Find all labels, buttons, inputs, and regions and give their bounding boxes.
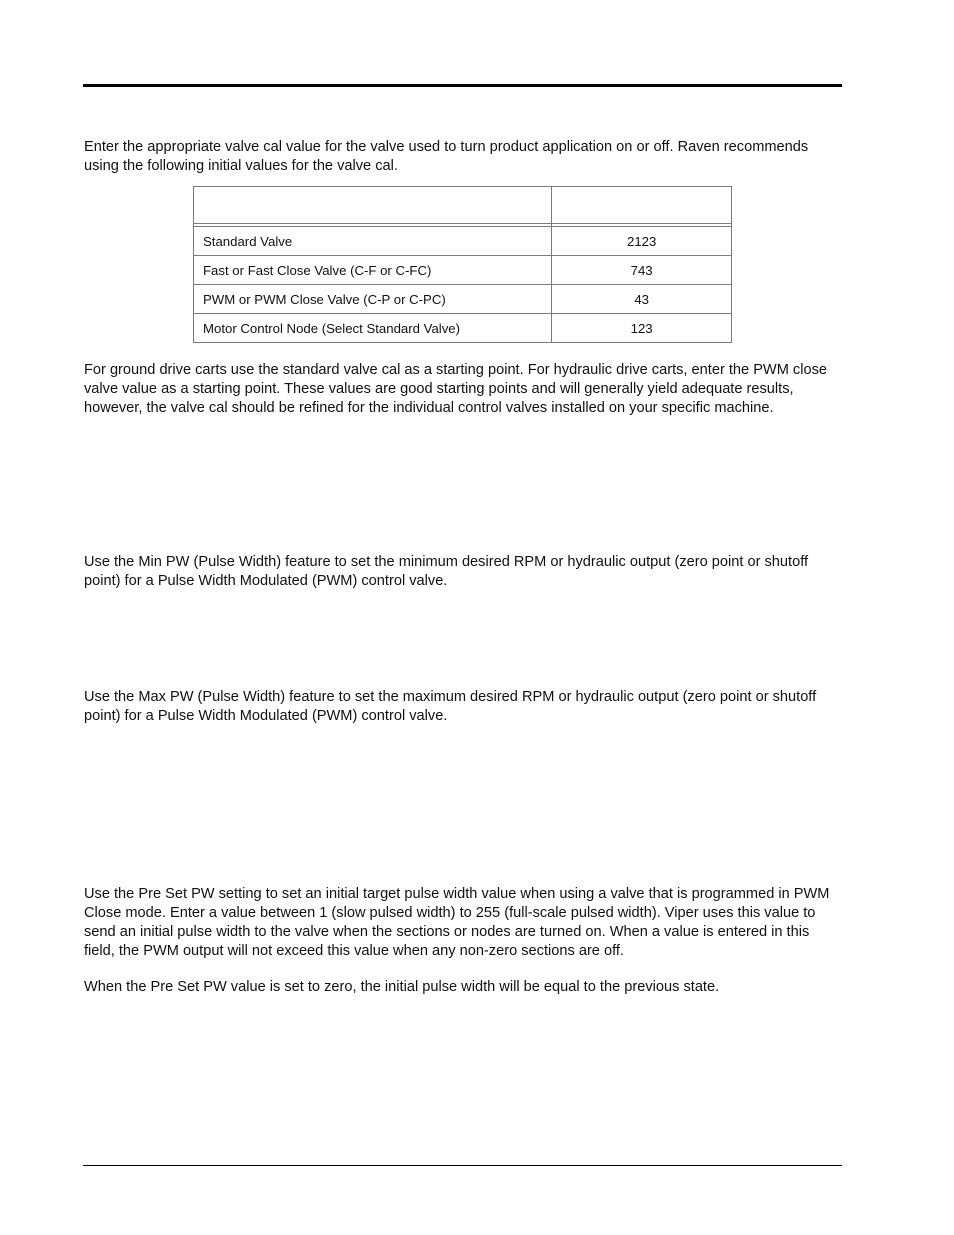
max-pw-description: Use the Max PW (Pulse Width) feature to set the maximum desired RPM or hydraulic output (zero point or shutoff point) for a Pulse Width Modulated (PWM) control valve. bbox=[84, 689, 817, 724]
valve-type-cell: PWM or PWM Close Valve (C-P or C-PC) bbox=[194, 285, 552, 314]
table-row bbox=[194, 256, 732, 285]
valve-type-cell: Standard Valve bbox=[194, 227, 552, 256]
valve-type-cell: Fast or Fast Close Valve (C-F or C-FC) bbox=[194, 256, 552, 285]
footer-rule bbox=[83, 1165, 842, 1166]
valve-cal-value-cell: 743 bbox=[552, 256, 732, 285]
header-rule bbox=[83, 84, 842, 87]
table-row bbox=[194, 227, 732, 256]
pre-set-pw-zero-note: When the Pre Set PW value is set to zero, the initial pulse width will be equal to the previous state. bbox=[84, 979, 720, 995]
valve-cal-value-cell: 123 bbox=[552, 314, 732, 343]
table-header-row bbox=[194, 187, 732, 224]
table-row bbox=[194, 314, 732, 343]
valve-cal-value-cell: 2123 bbox=[552, 227, 732, 256]
valve-type-cell: Motor Control Node (Select Standard Valve) bbox=[194, 314, 552, 343]
valve-cal-table bbox=[193, 186, 732, 343]
valve-cal-intro: Enter the appropriate valve cal value for the valve used to turn product application on or off. Raven recommends using the following initial values for the valve cal. bbox=[84, 139, 809, 174]
pre-set-pw-description: Use the Pre Set PW setting to set an initial target pulse width value when using a valve that is programmed in PWM Close mode. Enter a value between 1 (slow pulsed width) to 255 (full-scale pulsed width). Viper uses this value to send an initial pulse width to the valve when the sections or nodes are turned on. When a value is entered in this field, the PWM output will not exceed this value when any non-zero sections are off. bbox=[84, 886, 830, 959]
valve-cal-value-cell: 43 bbox=[552, 285, 732, 314]
table-row bbox=[194, 285, 732, 314]
table-header-valve bbox=[194, 187, 552, 224]
valve-cal-note: For ground drive carts use the standard valve cal as a starting point. For hydraulic drive carts, enter the PWM close valve value as a starting point. These values are good starting points and will generally yield adequate results, however, the valve cal should be refined for the individual control valves installed on your specific machine. bbox=[84, 362, 827, 416]
min-pw-description: Use the Min PW (Pulse Width) feature to set the minimum desired RPM or hydraulic output (zero point or shutoff point) for a Pulse Width Modulated (PWM) control valve. bbox=[84, 554, 809, 589]
table-header-value bbox=[552, 187, 732, 224]
